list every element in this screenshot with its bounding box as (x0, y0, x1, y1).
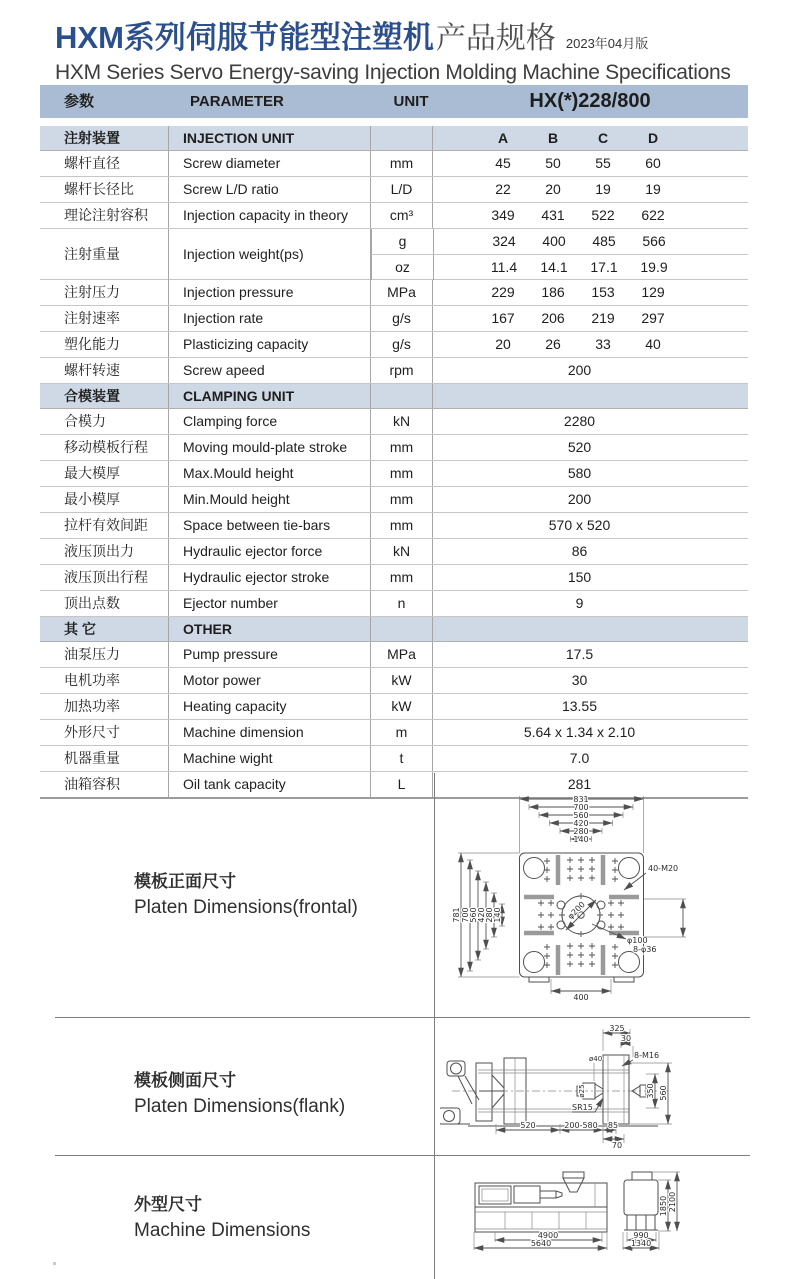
letter-d: D (647, 130, 659, 146)
header-model: HX(*)228/800 (529, 90, 651, 112)
table-row: 电机功率 Motor power kW 30 (40, 668, 748, 694)
page-subtitle-en: HXM Series Servo Energy-saving Injection Molding Machine Specifications (55, 61, 731, 84)
dim-label: 831 (573, 795, 589, 804)
label-machine-dimensions: 外型尺寸 Machine Dimensions (134, 1195, 311, 1241)
page-artifact-dot (53, 1262, 56, 1265)
page-title (55, 12, 755, 57)
flank-dimensions (496, 1025, 672, 1150)
section-zh: 注射装置 (64, 130, 120, 146)
table-row: 螺杆直径 Screw diameter mm 45 50 55 60 (40, 151, 748, 177)
dim-label: 140 (493, 907, 502, 923)
dim-label: 325 (609, 1025, 625, 1033)
dim-label: 70 (611, 1141, 623, 1150)
section-en: INJECTION UNIT (168, 126, 370, 150)
table-row: 注射速率 Injection rate g/s 167 206 219 297 (40, 306, 748, 332)
annotation-phi100: φ100 (627, 936, 648, 945)
letter-a: A (497, 130, 509, 146)
drawings-divider-2 (55, 1155, 750, 1156)
dim-label: 781 (452, 907, 461, 923)
flank-outline (440, 1055, 668, 1126)
section-row-other: 其 它 OTHER (40, 617, 748, 642)
spec-table (40, 85, 748, 799)
table-row-injection-weight: 注射重量 Injection weight(ps) g 324 400 485 566 oz 11.4 14.1 17.1 19.9 (40, 229, 748, 280)
dim-label: 280 (485, 907, 494, 923)
annotation-phi200: φ200 (565, 899, 587, 921)
dim-label: 400 (573, 993, 589, 1002)
frontal-dimensions (452, 795, 686, 1002)
dim-label: 520 (520, 1121, 536, 1130)
dim-label: 1850 (659, 1195, 668, 1217)
header-param-en: PARAMETER (190, 93, 284, 110)
machine-outline (475, 1172, 658, 1232)
annotation-40-M20: 40-M20 (648, 864, 679, 873)
header-unit: UNIT (393, 93, 429, 110)
dim-label: 4900 (537, 1231, 559, 1240)
machine-dimensions-drawing (440, 1162, 790, 1279)
table-row: 液压顶出力 Hydraulic ejector force kN 86 (40, 539, 748, 565)
platen-flank-drawing (440, 1025, 790, 1155)
header-param-zh: 参数 (64, 93, 95, 110)
table-header-row (40, 85, 748, 118)
dim-label: 700 (461, 907, 470, 923)
table-row: 外形尺寸 Machine dimension m 5.64 x 1.34 x 2.10 (40, 720, 748, 746)
dim-label: 420 (477, 907, 486, 923)
dim-label: 990 (633, 1231, 649, 1240)
version-note: 2023年04月版 (565, 36, 649, 51)
dim-label: 140 (573, 835, 589, 844)
dim-label: 560 (659, 1085, 668, 1101)
section-row-injection (40, 126, 748, 151)
page-title-zh: HXM系列伺服节能型注塑机 (55, 20, 434, 55)
machine-dims (474, 1172, 680, 1250)
drawings-vertical-divider (434, 773, 435, 1279)
table-row: 液压顶出行程 Hydraulic ejector stroke mm 150 (40, 565, 748, 591)
table-row: 注射压力 Injection pressure MPa 229 186 153 129 (40, 280, 748, 306)
title-block (55, 12, 755, 85)
dim-label: 560 (573, 811, 589, 820)
dim-label: 5640 (530, 1239, 552, 1248)
label-platen-frontal: 模板正面尺寸 Platen Dimensions(frontal) (134, 872, 358, 918)
table-gap (40, 118, 748, 126)
table-row: 最小模厚 Min.Mould height mm 200 (40, 487, 748, 513)
letter-b: B (547, 130, 559, 146)
table-row: 塑化能力 Plasticizing capacity g/s 20 26 33 40 (40, 332, 748, 358)
plate-outline (520, 853, 644, 982)
annotation-SR15: SR15 (572, 1103, 593, 1112)
table-row: 移动模板行程 Moving mould-plate stroke mm 520 (40, 435, 748, 461)
label-platen-flank: 模板侧面尺寸 Platen Dimensions(flank) (134, 1071, 346, 1117)
dim-label: 420 (573, 819, 589, 828)
dim-label: 280 (573, 827, 589, 836)
section-unit-blank (370, 126, 432, 150)
abcd-letters (432, 126, 748, 150)
annotation-phi40: ø40 (589, 1055, 603, 1063)
table-row: 拉杆有效间距 Space between tie-bars mm 570 x 520 (40, 513, 748, 539)
table-row: 顶出点数 Ejector number n 9 (40, 591, 748, 617)
dim-label: 200-580 (564, 1121, 598, 1130)
dim-label: 85 (607, 1121, 619, 1130)
dim-label: 350 (646, 1083, 655, 1099)
table-row: 螺杆长径比 Screw L/D ratio L/D 22 20 19 19 (40, 177, 748, 203)
table-row: 螺杆转速 Screw apeed rpm 200 (40, 358, 748, 384)
platen-frontal-drawing (440, 786, 770, 1018)
table-row: 机器重量 Machine wight t 7.0 (40, 746, 748, 772)
page-title-suffix: 产品规格 (435, 22, 556, 55)
annotation-8-M16: 8-M16 (634, 1051, 660, 1060)
dim-label: 560 (469, 907, 478, 923)
table-row: 最大模厚 Max.Mould height mm 580 (40, 461, 748, 487)
table-row: 理论注射容积 Injection capacity in theory cm³ 349 431 522 622 (40, 203, 748, 229)
annotation-8-phi36: 8-φ36 (633, 945, 657, 954)
letter-c: C (597, 130, 609, 146)
table-row: 油泵压力 Pump pressure MPa 17.5 (40, 642, 748, 668)
dim-label: 1340 (630, 1239, 652, 1248)
table-row: 加热功率 Heating capacity kW 13.55 (40, 694, 748, 720)
annotation-phi25: ø25 (578, 1084, 586, 1098)
dim-label: 30 (620, 1034, 632, 1043)
table-row: 合模力 Clamping force kN 2280 (40, 409, 748, 435)
dim-label: 700 (573, 803, 589, 812)
table-row: 油箱容积 Oil tank capacity L 281 (40, 772, 748, 799)
section-row-clamping: 合模装置 CLAMPING UNIT (40, 384, 748, 409)
dim-label: 2100 (668, 1191, 677, 1213)
